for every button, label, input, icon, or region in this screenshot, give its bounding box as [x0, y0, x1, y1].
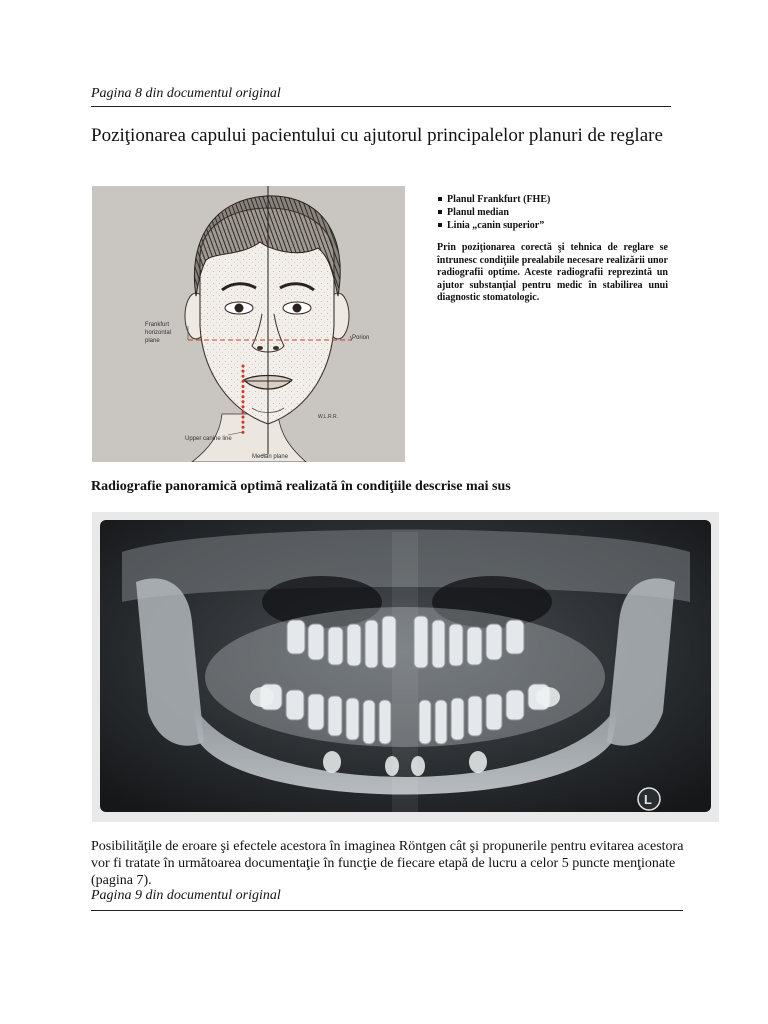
page-footer: Pagina 9 din documentul original: [91, 888, 281, 903]
side-marker-label: L: [644, 792, 652, 807]
planes-list: [437, 193, 677, 232]
label-upper-canine: Upper canine line: [185, 436, 232, 442]
list-item: Planul median: [437, 206, 677, 219]
intro-paragraph: Prin poziţionarea corectă şi tehnica de reglare se întrunesc condiţiile prealabile necesare realizării unor radiografii optime. Aceste radiografii reprezintă un ajutor substanţial pentru medic în stabilirea unui diagnostic stomatologic.: [437, 242, 668, 303]
face-drawing: [92, 186, 405, 462]
svg-text:horizontal: horizontal: [145, 330, 172, 336]
figure-caption: Radiografie panoramică optimă realizată în condiţiile descrise mai sus: [91, 479, 511, 494]
list-item: Linia „canin superior”: [437, 219, 677, 232]
list-item: Planul Frankfurt (FHE): [437, 193, 677, 206]
panoramic-xray: [92, 512, 719, 822]
label-median: Median plane: [252, 454, 289, 460]
svg-text:plane: plane: [145, 338, 160, 344]
xray-image: [92, 512, 719, 822]
footer-rule: [91, 910, 683, 911]
page-header: Pagina 8 din documentul original: [91, 86, 281, 101]
page-title: Poziţionarea capului pacientului cu ajutorul principalelor planuri de reglare: [91, 125, 663, 146]
label-frankfurt: Frankfurt: [145, 322, 170, 328]
body-paragraph: Posibilităţile de eroare şi efectele acestora în imaginea Röntgen cât şi propunerile pentru evitarea acestora vor fi tratate în următoarea documentaţie în funcţie de fiecare etapă de lucru a celor 5 puncte menţionate (pagina 7).: [91, 839, 684, 888]
label-porion: Porion: [352, 335, 370, 341]
face-illustration: [92, 186, 405, 462]
header-rule: [91, 106, 671, 107]
label-initials: W.L.R.R.: [318, 414, 339, 420]
